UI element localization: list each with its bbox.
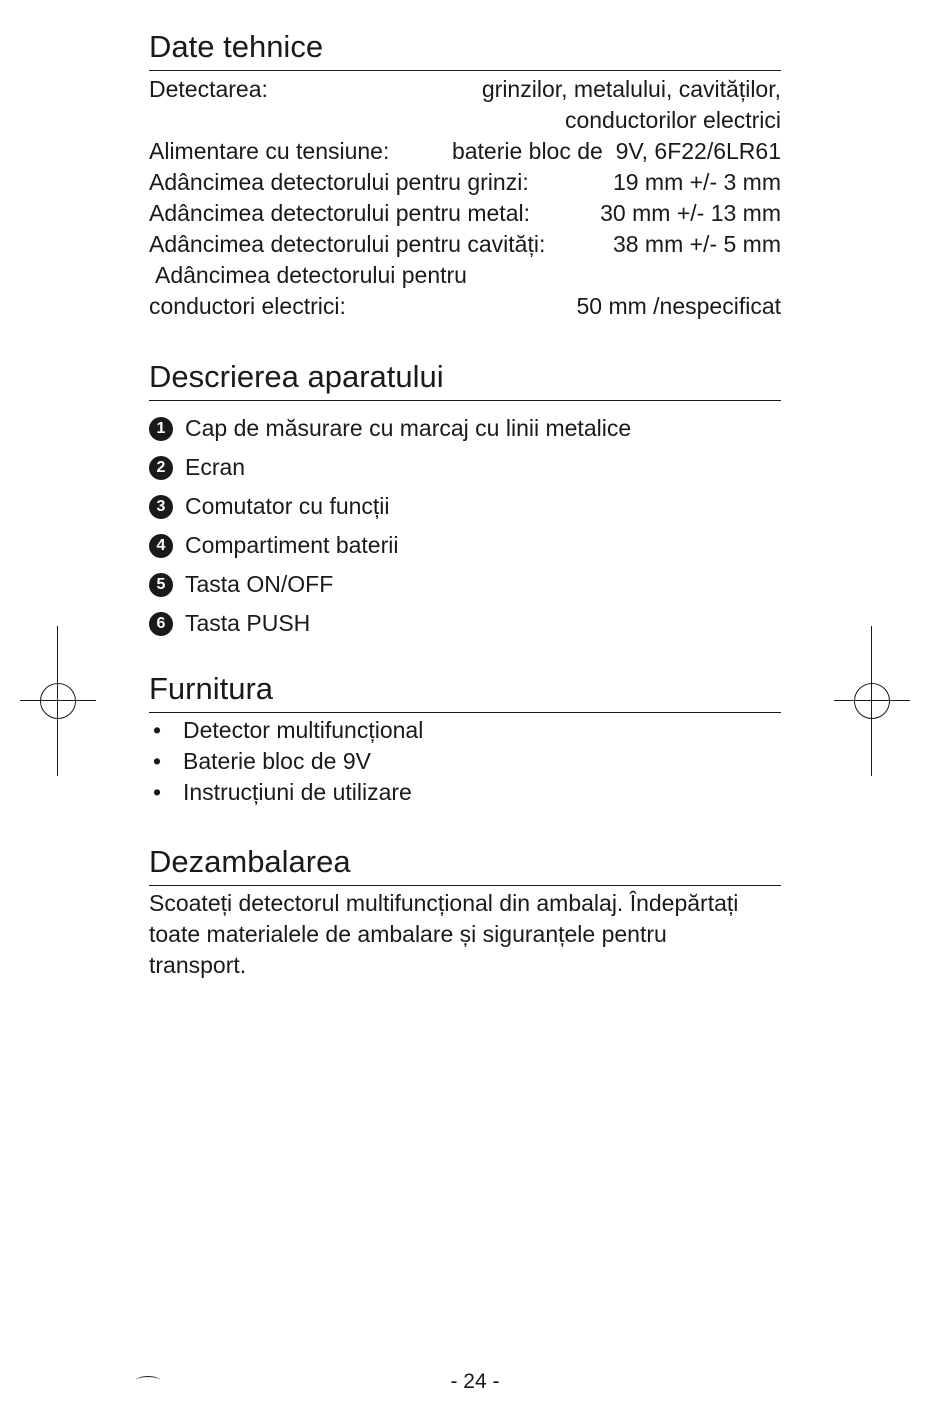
page-number: - 24 - <box>450 1370 500 1393</box>
section-technical-data <box>149 28 781 322</box>
registration-mark-left-icon <box>20 626 96 776</box>
number-badge-icon: 6 <box>149 612 173 636</box>
spec-row-power <box>149 136 781 167</box>
list-item <box>149 409 781 448</box>
spec-label: conductori electrici: <box>149 293 346 319</box>
list-item <box>149 715 781 746</box>
supply-list <box>149 715 781 808</box>
list-item <box>149 746 781 777</box>
spec-label: Adâncimea detectorului pentru grinzi: <box>149 169 529 195</box>
part-label: Comutator cu funcții <box>185 493 390 519</box>
part-label: Tasta PUSH <box>185 610 311 636</box>
number-badge-icon: 4 <box>149 534 173 558</box>
number-badge-icon: 5 <box>149 573 173 597</box>
number-badge-icon: 1 <box>149 417 173 441</box>
spec-label: Detectarea: <box>149 76 268 102</box>
list-item <box>149 526 781 565</box>
spec-value: conductorilor electrici <box>564 107 781 133</box>
supply-item-label: Instrucțiuni de utilizare <box>183 779 412 805</box>
part-label: Cap de măsurare cu marcaj cu linii metalice <box>185 415 632 441</box>
list-item <box>149 777 781 808</box>
part-label: Tasta ON/OFF <box>185 571 334 597</box>
spec-value: 38 mm +/- 5 mm <box>612 231 781 257</box>
part-label: Ecran <box>185 454 246 480</box>
spec-row-wire-depth-label <box>149 260 781 291</box>
number-badge-icon: 2 <box>149 456 173 480</box>
supply-item-label: Detector multifuncțional <box>183 717 424 743</box>
spec-label: Adâncimea detectorului pentru cavități: <box>149 231 546 257</box>
section-supply <box>149 670 781 808</box>
spec-value: baterie bloc de 9V, 6F22/6LR61 <box>451 138 781 164</box>
paragraph-line: transport. <box>149 952 247 978</box>
number-badge-icon: 3 <box>149 495 173 519</box>
section-title-device-description: Descrierea aparatului <box>149 358 781 401</box>
spec-row-joist-depth <box>149 167 781 198</box>
spec-row-detection-cont <box>149 105 781 136</box>
spec-row-wire-depth <box>149 291 781 322</box>
part-label: Compartiment baterii <box>185 532 399 558</box>
spec-row-cavity-depth <box>149 229 781 260</box>
list-item <box>149 487 781 526</box>
section-title-technical-data: Date tehnice <box>149 28 781 71</box>
list-item <box>149 565 781 604</box>
bullet-icon: • <box>153 717 162 743</box>
spec-label: Alimentare cu tensiune: <box>149 138 390 164</box>
paragraph-line: toate materialele de ambalare și siguranțele pentru <box>149 921 667 947</box>
spec-table <box>149 74 781 322</box>
spec-value: 50 mm /nespecificat <box>576 293 781 319</box>
spec-value: grinzilor, metalului, cavităților, <box>481 76 781 102</box>
section-title-unpacking: Dezambalarea <box>149 843 781 886</box>
supply-item-label: Baterie bloc de 9V <box>183 748 371 774</box>
spec-label: Adâncimea detectorului pentru <box>155 262 467 288</box>
paragraph-line: Scoateți detectorul multifuncțional din ambalaj. Îndepărtați <box>149 890 739 916</box>
unpacking-paragraph <box>149 888 781 981</box>
spec-row-metal-depth <box>149 198 781 229</box>
bullet-icon: • <box>153 748 162 774</box>
spec-label: Adâncimea detectorului pentru metal: <box>149 200 530 226</box>
spec-row-detection <box>149 74 781 105</box>
bullet-icon: • <box>153 779 162 805</box>
spec-value: 30 mm +/- 13 mm <box>600 200 781 226</box>
section-device-description <box>149 358 781 643</box>
section-unpacking <box>149 843 781 981</box>
parts-list <box>149 409 781 643</box>
spec-value: 19 mm +/- 3 mm <box>612 169 781 195</box>
list-item <box>149 448 781 487</box>
section-title-supply: Furnitura <box>149 670 781 713</box>
list-item <box>149 604 781 643</box>
registration-mark-right-icon <box>834 626 910 776</box>
